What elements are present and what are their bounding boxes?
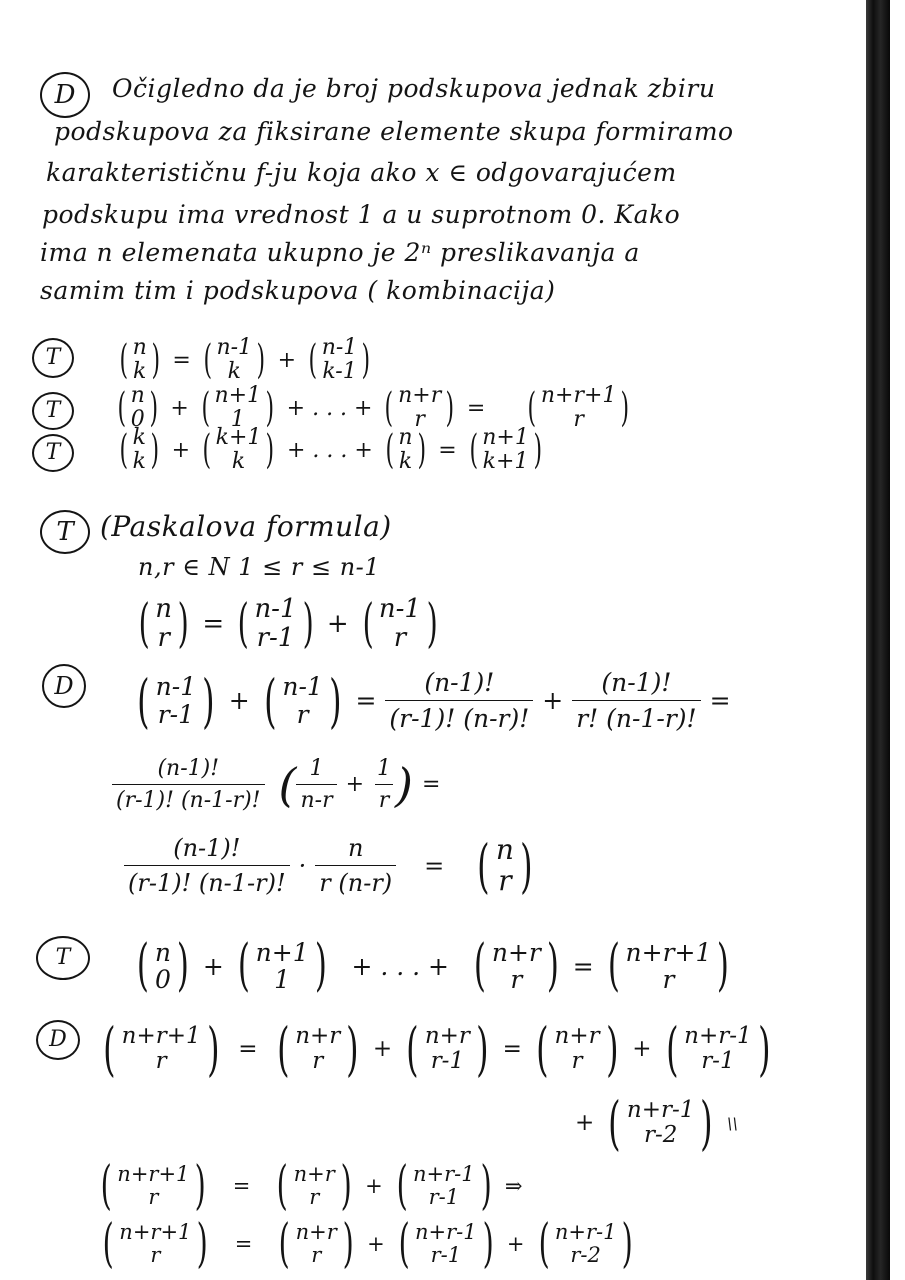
binomial: ( n-1 k ) [203, 335, 266, 385]
binomial: ( n+r-1 r-2 ) [608, 1089, 713, 1157]
fraction: $\frac{(n-1)!}{(r-1)! (n-1-r)!}$ [112, 756, 265, 813]
binomial: ( n 0 ) [117, 383, 158, 433]
binomial: ( n-1 r ) [263, 666, 342, 735]
binomial: ( n+r r ) [535, 1015, 619, 1083]
binomial: ( n+1 1 ) [237, 933, 327, 998]
theorem-marker-t: T [40, 510, 90, 554]
implies-arrow: ⇒ [504, 1174, 523, 1198]
proof-equation-line: ( n+r+1 r ) = ( n+r r ) + ( n+r r-1 ) = ( n+r r ) + ( n+r-1 r-1 ) [98, 1020, 775, 1078]
binomial: ( n r ) [138, 593, 189, 654]
binomial-identity: ( n 0 ) + ( n+1 1 ) + . . . + ( n+r r ) = ( n+r+1 r ) [114, 384, 633, 432]
pascal-equation: ( n r ) = ( n-1 r-1 ) + ( n-1 r ) [134, 595, 442, 652]
proof-equation-line: $\frac{(n-1)!}{(r-1)! (n-1-r)!}$ · $\frac{n}{r (n-r)}$ = ( n r ) [124, 834, 538, 897]
fraction: $\frac{n}{r (n-r)}$ [315, 834, 396, 897]
binomial: ( n-1 r ) [362, 593, 438, 654]
theorem-marker-t: T [32, 392, 74, 430]
binomial: ( n+r r ) [278, 1214, 354, 1274]
proof-equation-line: $\frac{(n-1)!}{(r-1)! (n-1-r)!}$ ( $\frac{1}{n-r}$ + $\frac{1}{r}$ ) = [112, 756, 449, 813]
binomial: ( n+r r ) [276, 1156, 352, 1216]
pascal-title: (Paskalova formula) [100, 510, 392, 543]
proof-text-line: samim tim i podskupova ( kombinacija) [40, 276, 556, 305]
theorem-marker-t: T [32, 338, 74, 378]
binomial: ( n+r r-1 ) [406, 1015, 489, 1083]
binomial: ( k+1 k ) [202, 425, 275, 475]
binomial: ( n+r+1 r ) [103, 1015, 220, 1083]
binomial: ( n+r+1 r ) [102, 1214, 209, 1274]
theorem-marker-t: T [32, 434, 74, 472]
proof-text-line: podskupu ima vrednost 1 a u suprotnom 0. Kako [42, 200, 681, 229]
proof-text-line: podskupova za fiksirane elemente skupa formiramo [54, 117, 734, 146]
binomial: ( n+r+1 r ) [607, 933, 730, 998]
theorem-marker-t: T [36, 936, 90, 980]
proof-marker-d: D [42, 664, 86, 708]
binomial-identity: ( n 0 ) + ( n+1 1 ) + . . . + ( n+r r ) = ( n+r+1 r ) [132, 938, 734, 994]
fraction: $\frac{(n-1)!}{(r-1)! (n-1-r)!}$ [124, 834, 290, 897]
proof-text-line: ima n elemenata ukupno je 2ⁿ preslikavanja a [40, 238, 640, 267]
binomial: ( n k ) [385, 425, 426, 475]
proof-equation-line: ( n-1 r-1 ) + ( n-1 r ) = $\frac{(n-1)!}{(r-1)! (n-r)!}$ + $\frac{(n-1)!}{r! (n-1-r)!}$ = [132, 668, 740, 733]
binomial: ( n+r-1 r-2 ) [538, 1214, 634, 1274]
pascal-condition: n,r ∈ N 1 ≤ r ≤ n-1 [138, 553, 381, 581]
proof-marker-d: D [40, 72, 90, 118]
binomial: ( n+r r ) [384, 383, 455, 433]
binomial: ( n-1 k-1 ) [308, 335, 371, 385]
binomial: ( n+r+1 r ) [527, 383, 630, 433]
proof-equation-line: ( n+r+1 r ) = ( n+r r ) + ( n+r-1 r-1 ) ⇒ [96, 1160, 532, 1212]
binomial-identity: ( k k ) + ( k+1 k ) + . . . + ( n k ) = ( n+1 k+1 ) [116, 426, 545, 474]
binomial: ( n+1 1 ) [201, 383, 275, 433]
fraction: $\frac{(n-1)!}{(r-1)! (n-r)!}$ [385, 668, 533, 733]
binomial: ( n k ) [119, 335, 160, 385]
binomial: ( n+r-1 r-1 ) [396, 1156, 492, 1216]
proof-text-line: karakterističnu f-ju koja ako x ∈ odgovarajućem [46, 158, 677, 187]
tail-mark: \\ [727, 1113, 738, 1133]
proof-marker-d: D [36, 1020, 80, 1060]
binomial: ( n+r r ) [473, 933, 559, 998]
binomial: ( k k ) [119, 425, 160, 475]
binomial: ( n 0 ) [136, 933, 189, 998]
proof-text-line: Očigledno da je broj podskupova jednak zbiru [112, 74, 716, 103]
binomial: ( n+r-1 r-1 ) [398, 1214, 494, 1274]
binomial: ( n+r-1 r-1 ) [665, 1015, 771, 1083]
binomial: ( n r ) [477, 831, 533, 900]
binomial: ( n+r r ) [276, 1015, 359, 1083]
proof-equation-line: + ( n+r-1 r-2 ) \\ [575, 1089, 738, 1157]
binomial: ( n+1 k+1 ) [469, 425, 542, 475]
binomial: ( n-1 r-1 ) [237, 593, 314, 654]
binomial: ( n-1 r-1 ) [137, 666, 215, 735]
binomial: ( n+r+1 r ) [100, 1156, 207, 1216]
binomial-identity: ( n k ) = ( n-1 k ) + ( n-1 k-1 ) [116, 336, 374, 384]
fraction: $\frac{(n-1)!}{r! (n-1-r)!}$ [572, 668, 700, 733]
fraction: $\frac{1}{n-r}$ [296, 756, 336, 813]
fraction: $\frac{1}{r}$ [373, 756, 395, 813]
proof-equation-line: ( n+r+1 r ) = ( n+r r ) + ( n+r-1 r-1 ) + ( n+r-1 r-2 ) [98, 1218, 638, 1270]
page-edge-shadow [866, 0, 890, 1280]
